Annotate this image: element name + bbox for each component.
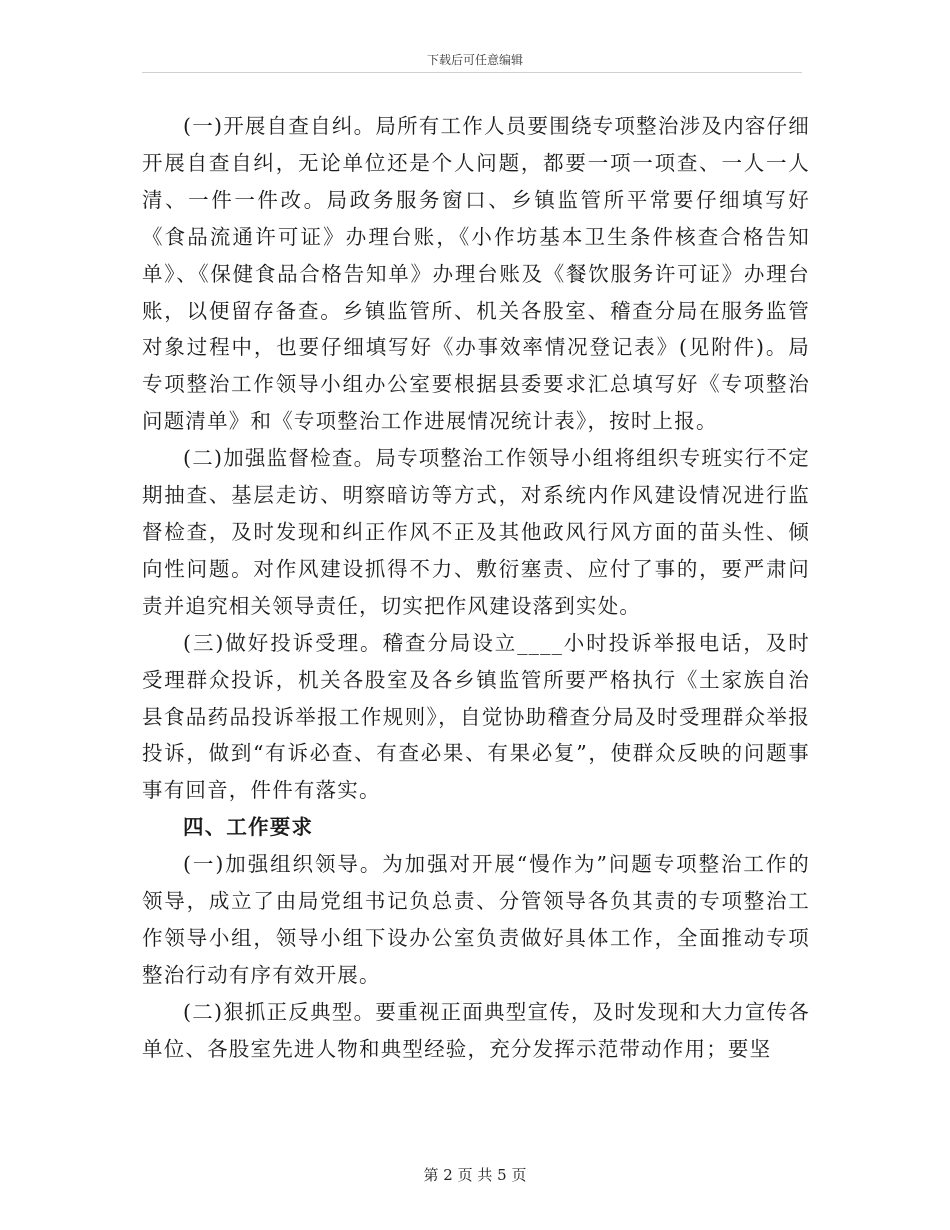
paragraph-complaints: (三)做好投诉受理。稽查分局设立____小时投诉举报电话，及时受理群众投诉，机关各股室及各乡镇监管所要严格执行《土家族自治县食品药品投诉举报工作规则》，自觉协助稽查分局及时受理群众举报投诉，做到“有诉必查、有查必果、有果必复”，使群众反映的问题事事有回音，件件有落实。	[142, 630, 810, 803]
document-body	[142, 108, 810, 1068]
paragraph-typical-examples: (二)狠抓正反典型。要重视正面典型宣传，及时发现和大力宣传各单位、各股室先进人物和典型经验，充分发挥示范带动作用；要坚	[142, 999, 810, 1061]
paragraph-supervision: (二)加强监督检查。局专项整治工作领导小组将组织专班实行不定期抽查、基层走访、明察暗访等方式，对系统内作风建设情况进行监督检查，及时发现和纠正作风不正及其他政风行风方面的苗头性、倾向性问题。对作风建设抓得不力、敷衍塞责、应付了事的，要严肃问责并追究相关领导责任，切实把作风建设落到实处。	[142, 446, 810, 618]
page-number: 第 2 页 共 5 页	[423, 1166, 527, 1184]
header-divider	[142, 72, 802, 73]
paragraph-leadership: (一)加强组织领导。为加强对开展“慢作为”问题专项整治工作的领导，成立了由局党组书记负总责、分管领导各负其责的专项整治工作领导小组，领导小组下设办公室负责做好具体工作，全面推动专项整治行动有序有效开展。	[142, 852, 810, 987]
page-header: 下载后可任意编辑	[426, 53, 523, 67]
section-heading-requirements: 四、工作要求	[183, 815, 314, 840]
paragraph-self-inspection: (一)开展自查自纠。局所有工作人员要围绕专项整治涉及内容仔细开展自查自纠，无论单位还是个人问题，都要一项一项查、一人一人清、一件一件改。局政务服务窗口、乡镇监管所平常要仔细填写好《食品流通许可证》办理台账，《小作坊基本卫生条件核查合格告知单》、《保健食品合格告知单》办理台账及《餐饮服务许可证》办理台账，以便留存备查。乡镇监管所、机关各股室、稽查分局在服务监管对象过程中，也要仔细填写好《办事效率情况登记表》(见附件)。局专项整治工作领导小组办公室要根据县委要求汇总填写好《专项整治问题清单》和《专项整治工作进展情况统计表》，按时上报。	[142, 114, 810, 434]
